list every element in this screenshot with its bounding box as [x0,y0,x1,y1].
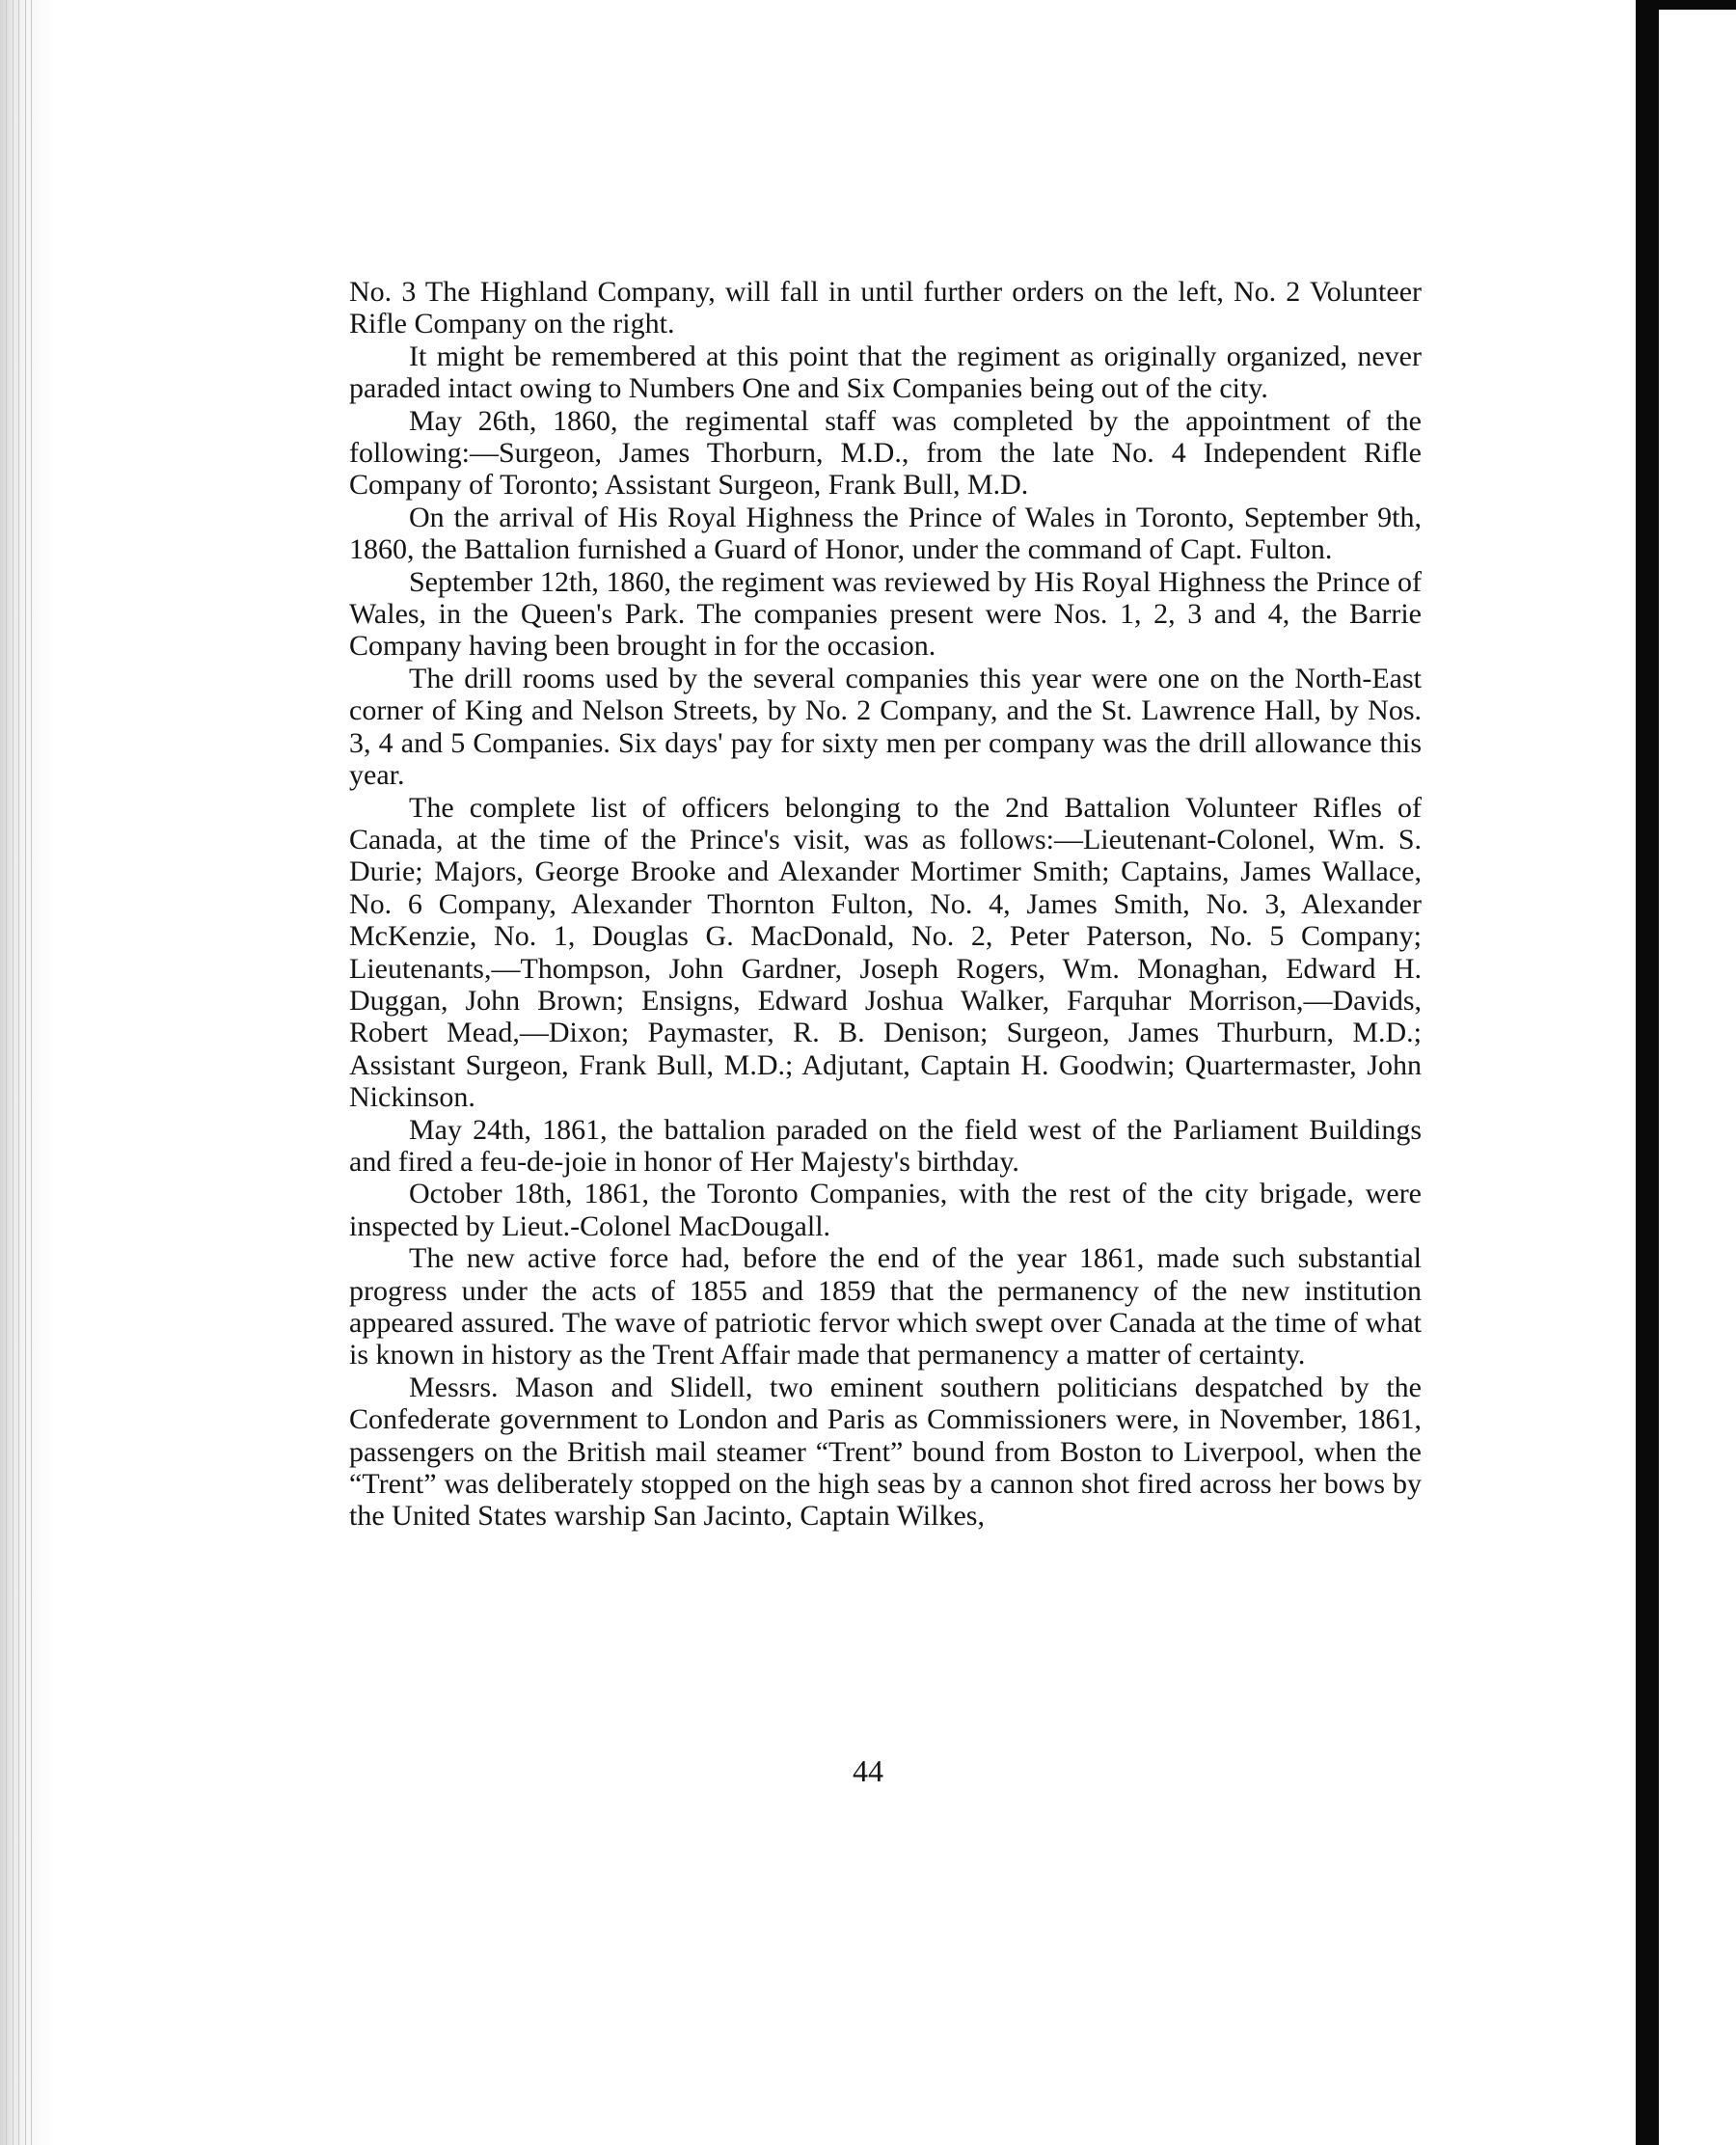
top-edge-shadow [1636,0,1736,10]
paragraph: It might be remembered at this point that the regiment as originally organized, never paraded intact owing to Numbers One and Six Companies being out of the city. [349,339,1422,405]
right-gutter [1636,0,1659,2145]
paragraph: The new active force had, before the end of the year 1861, made such substantial progress under the acts of 1855 and 1859 that the permanency of the new institution appeared assured. The wave of patriotic fervor which swept over Canada at the time of what is known in history as the Trent Affair made that permanency a matter of certainty. [349,1242,1422,1371]
paragraph: The complete list of officers belonging to the 2nd Battalion Volunteer Rifles of Canada, at the time of the Prince's visit, was as follows:—Lieutenant-Colonel, Wm. S. Durie; Majors, George Brooke and Alexander Mortimer Smith; Captains, James Wallace, No. 6 Company, Alexander Thornton Fulton, No. 4, James Smith, No. 3, Alexander McKenzie, No. 1, Douglas G. MacDonald, No. 2, Peter Paterson, No. 5 Company; Lieutenants,—Thompson, John Gardner, Joseph Rogers, Wm. Monaghan, Edward H. Duggan, John Brown; Ensigns, Edward Joshua Walker, Farquhar Morrison,—Davids, Robert Mead,—Dixon; Paymaster, R. B. Denison; Surgeon, James Thurburn, M.D.; Assistant Surgeon, Frank Bull, M.D.; Adjutant, Captain H. Goodwin; Quartermaster, John Nickinson. [349,791,1422,1114]
page-number: 44 [853,1753,883,1788]
paragraph: September 12th, 1860, the regiment was reviewed by His Royal Highness the Prince of Wales, in the Queen's Park. The companies present were Nos. 1, 2, 3 and 4, the Barrie Company having been brought in for the occasion. [349,565,1422,663]
paragraph: May 26th, 1860, the regimental staff was completed by the appointment of the following:—Surgeon, James Thorburn, M.D., from the late No. 4 Independent Rifle Company of Toronto; Assistant Surgeon, Frank Bull, M.D. [349,404,1422,502]
paragraph: October 18th, 1861, the Toronto Companies, with the rest of the city brigade, were inspected by Lieut.-Colonel MacDougall. [349,1178,1422,1242]
page-body [349,276,1422,1533]
next-page-edge [1659,0,1736,2145]
binding-shadow [0,0,56,2145]
paragraph: May 24th, 1861, the battalion paraded on the field west of the Parliament Buildings and fired a feu-de-joie in honor of Her Majesty's birthday. [349,1113,1422,1178]
paragraph: No. 3 The Highland Company, will fall in until further orders on the left, No. 2 Volunteer Rifle Company on the right. [349,276,1422,340]
paragraph: Messrs. Mason and Slidell, two eminent southern politicians despatched by the Confederate government to London and Paris as Commissioners were, in November, 1861, passengers on the British mail steamer “Trent” bound from Boston to Liverpool, when the “Trent” was deliberately stopped on the high seas by a cannon shot fired across her bows by the United States warship San Jacinto, Captain Wilkes, [349,1371,1422,1533]
paragraph: The drill rooms used by the several companies this year were one on the North-East corner of King and Nelson Streets, by No. 2 Company, and the St. Lawrence Hall, by Nos. 3, 4 and 5 Companies. Six days' pay for sixty men per company was the drill allowance this year. [349,662,1422,792]
paragraph: On the arrival of His Royal Highness the Prince of Wales in Toronto, September 9th, 1860, the Battalion furnished a Guard of Honor, under the command of Capt. Fulton. [349,501,1422,566]
